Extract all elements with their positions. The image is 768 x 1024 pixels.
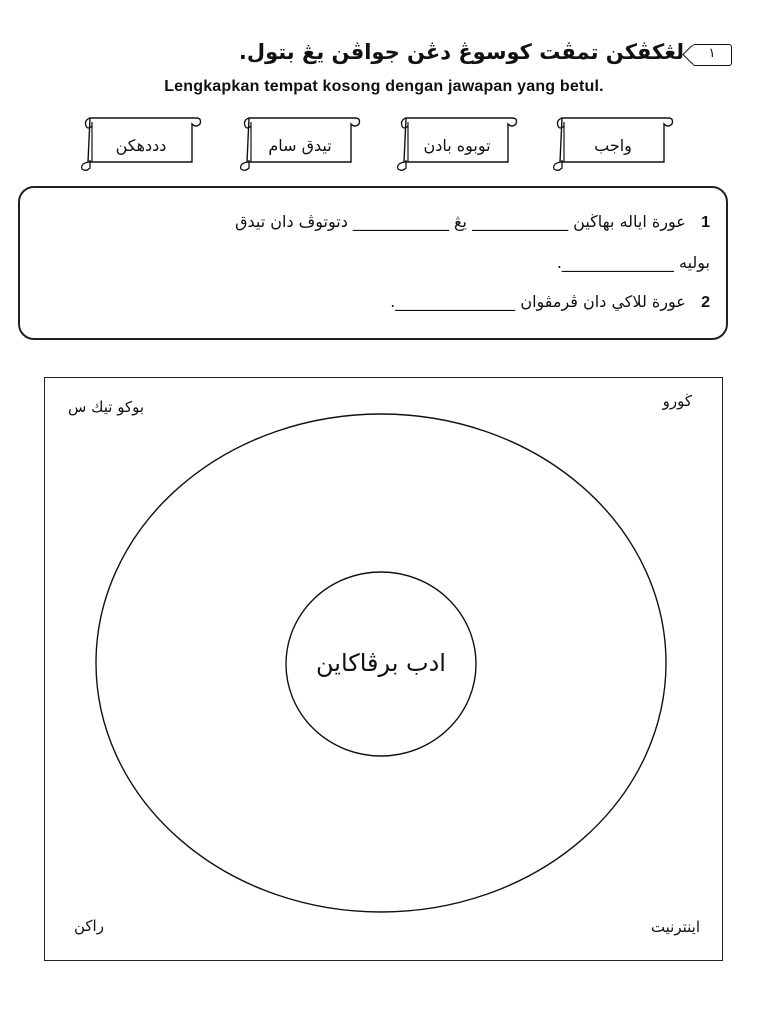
answer-blank[interactable]: ______________ xyxy=(561,253,674,272)
question-text: يڠ xyxy=(454,212,467,231)
question-text: دتوتوڤ دان تيدق xyxy=(235,212,348,231)
word-bank-scroll-1 xyxy=(548,114,676,172)
diagram-bottom-left-label: راكن xyxy=(74,917,104,935)
diagram-top-left-label: بوكو تيك س xyxy=(68,398,145,416)
word-bank-scroll-2 xyxy=(392,114,520,172)
answer-blank[interactable]: ____________ xyxy=(472,212,569,231)
question-text: عورة اياله بهاڬين xyxy=(573,212,686,231)
word-bank-label: واجب xyxy=(594,136,632,155)
question-number: ١ xyxy=(708,46,716,61)
diagram-bottom-right-label: اينترنيت xyxy=(650,918,700,936)
full-stop: . xyxy=(556,253,562,272)
instruction-title-jawi: لڠكڤكن تمڤت كوسوڠ دڠن جواڤن يڠ بتول. xyxy=(238,40,684,64)
question-number: 2 xyxy=(701,294,710,311)
word-bank-label: دددهكن xyxy=(115,136,167,155)
answer-blank[interactable]: _______________ xyxy=(395,292,516,311)
question-1-line-2 xyxy=(557,253,710,272)
question-2-line xyxy=(390,292,710,312)
full-stop: . xyxy=(390,292,396,311)
diagram-top-right-label: ڬورو xyxy=(662,392,692,410)
word-bank-scroll-3 xyxy=(235,114,363,172)
question-text: بوليه xyxy=(679,253,710,272)
diagram-center-label: ادب برڤاكاين xyxy=(316,649,446,677)
question-1-line-1 xyxy=(235,212,710,232)
question-text: عورة للاكي دان ڤرمڤوان xyxy=(520,292,686,311)
instruction-title-malay: Lengkapkan tempat kosong dengan jawapan yang betul. xyxy=(164,78,604,95)
word-bank-scroll-4 xyxy=(76,114,204,172)
question-number-badge xyxy=(692,44,732,66)
answer-blank[interactable]: ____________ xyxy=(352,212,449,231)
word-bank-label: توبوه بادن xyxy=(423,136,491,155)
word-bank-label: تيدق سام xyxy=(268,136,332,155)
question-number: 1 xyxy=(701,214,710,231)
